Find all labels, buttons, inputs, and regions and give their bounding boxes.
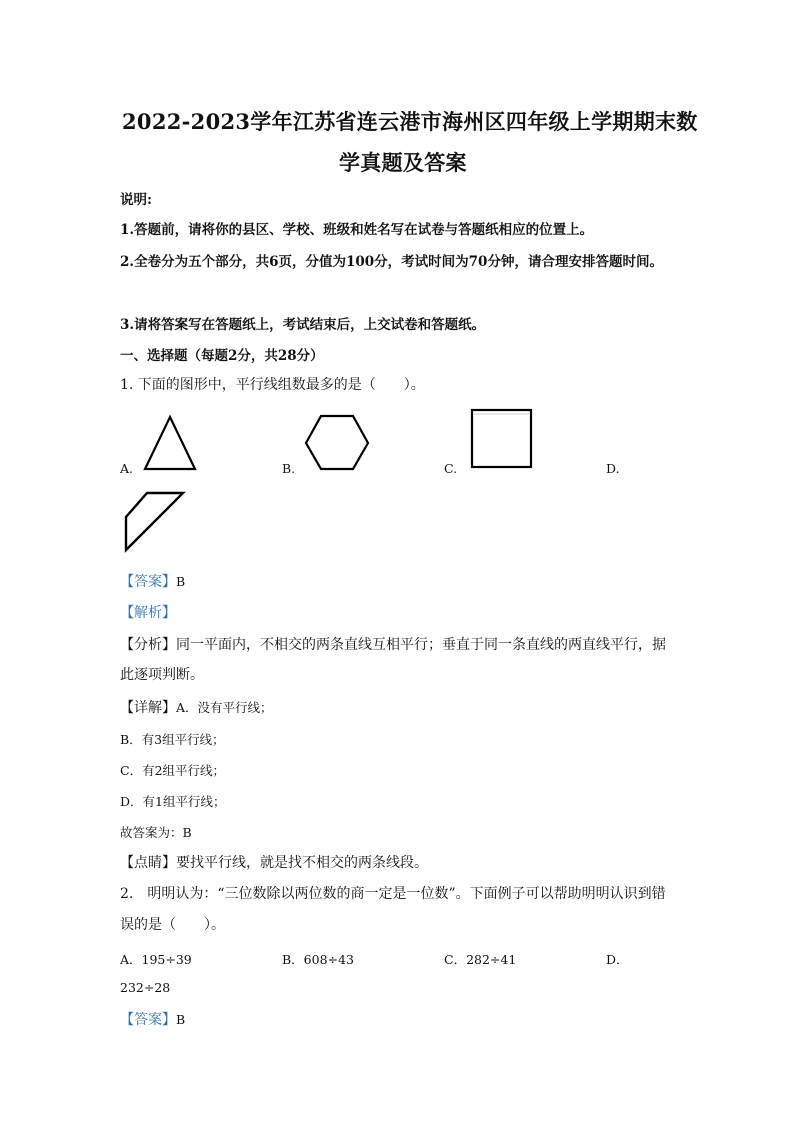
q1-detail-d: D．有1组平行线； (120, 794, 226, 809)
q1-fenxi-line2: 此逐项判断。 (120, 667, 204, 683)
page-title-line2: 学真题及答案 (339, 150, 467, 175)
dianjing-text: 要找平行线，就是找不相交的两条线段。 (176, 855, 428, 871)
q1-detail-a (120, 697, 273, 717)
dianjing-tag: 【点睛】 (120, 855, 176, 871)
fenxi-tag: 【分析】 (120, 637, 176, 653)
q2-option-b: B．608÷43 (282, 952, 354, 967)
square-figure (466, 405, 536, 473)
q1-answer (120, 571, 185, 591)
answer-value: B (176, 574, 186, 589)
q1-analysis-tag: 【解析】 (120, 605, 176, 621)
trapezoid-figure (118, 487, 190, 555)
q2-stem-line2: 误的是（ ）。 (120, 917, 225, 933)
q1-conclusion: 故答案为：B (120, 825, 192, 840)
q1-dianjing (120, 852, 428, 872)
answer-value: B (176, 1012, 186, 1027)
q1-option-d-label: D. (606, 461, 620, 476)
section-heading-choice: 一、选择题（每题2分，共28分） (120, 348, 324, 364)
q2-option-d: D． (606, 952, 629, 967)
page-title-line1: 2022-2023学年江苏省连云港市海州区四年级上学期期末数 (122, 109, 698, 134)
q1-option-a-label: A. (120, 461, 134, 476)
answer-tag: 【答案】 (120, 1012, 176, 1028)
q2-answer (120, 1009, 185, 1029)
intro-item-1: 1.答题前，请将你的县区、学校、班级和姓名写在试卷与答题纸相应的位置上。 (120, 222, 594, 238)
q2-option-c: C．282÷41 (444, 952, 517, 967)
q1-option-b-label: B. (282, 461, 296, 476)
fenxi-text: 同一平面内，不相交的两条直线互相平行；垂直于同一条直线的两直线平行，据 (176, 637, 666, 653)
q2-option-d-value: 232÷28 (120, 980, 171, 995)
q1-detail-c: C．有2组平行线； (120, 763, 226, 778)
intro-item-2: 2.全卷分为五个部分，共6页，分值为100分，考试时间为70分钟，请合理安排答题时间。 (120, 254, 663, 270)
detail-a-text: A．没有平行线； (176, 700, 273, 715)
intro-heading: 说明: (120, 192, 152, 208)
q1-stem: 1. 下面的图形中，平行线组数最多的是（ ）。 (120, 377, 425, 393)
q2-option-a: A．195÷39 (120, 952, 192, 967)
intro-item-3: 3.请将答案写在答题纸上，考试结束后，上交试卷和答题纸。 (120, 317, 486, 333)
hexagon-figure (302, 412, 374, 474)
detail-tag: 【详解】 (120, 700, 176, 716)
answer-tag: 【答案】 (120, 574, 176, 590)
q1-fenxi-line1 (120, 634, 666, 654)
q1-detail-b: B．有3组平行线； (120, 732, 225, 747)
q1-option-c-label: C. (444, 461, 458, 476)
triangle-figure (140, 412, 200, 474)
q2-stem-line1: 2. 明明认为：“三位数除以两位数的商一定是一位数”。下面例子可以帮助明明认识到错 (120, 886, 666, 902)
